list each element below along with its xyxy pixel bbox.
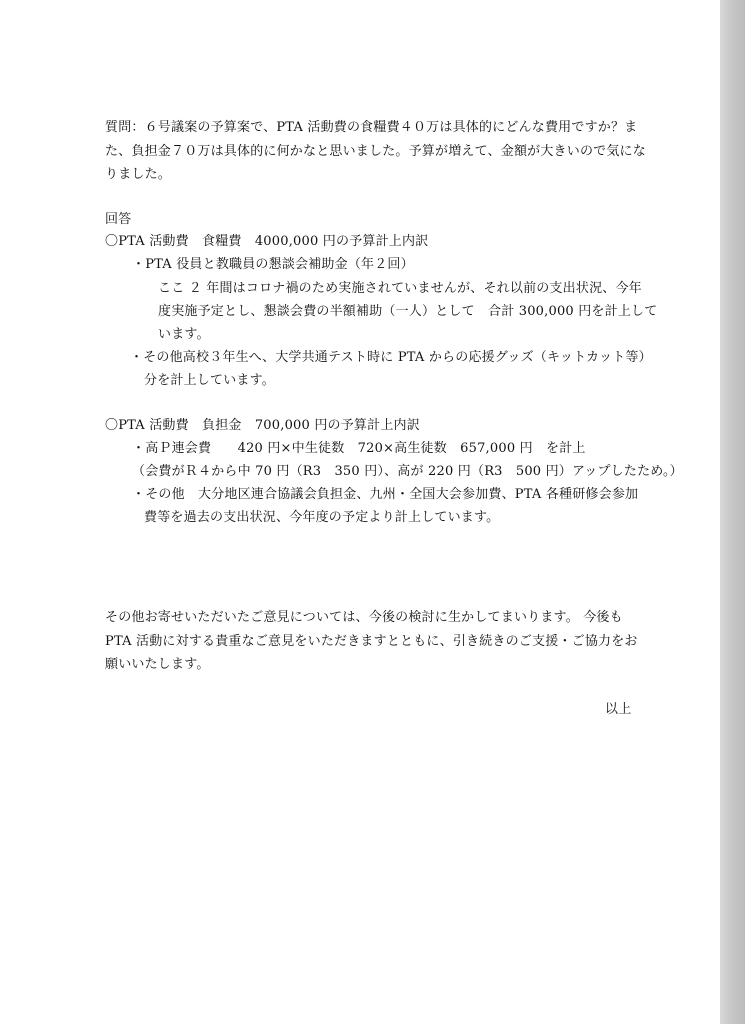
- food-item-2-cont: 分を計上しています。: [144, 373, 275, 388]
- closing-line-2: PTA 活動に対する貴重なご意見をいただきますとともに、引き続きのご支援・ご協力をお: [105, 634, 638, 649]
- answer-heading: 回答: [105, 212, 132, 227]
- burden-heading: 〇PTA 活動費 負担金 700,000 円の予算計上内訳: [105, 418, 420, 433]
- end-mark: 以上: [605, 702, 632, 717]
- food-heading: 〇PTA 活動費 食糧費 4000,000 円の予算計上内訳: [105, 234, 429, 249]
- burden-item-1-note: （会費がＲ４から中 70 円（R3 350 円）、高が 220 円（R3 500 円）アップしたため。）: [132, 464, 683, 479]
- food-item-2: ・その他高校３年生へ、大学共通テスト時に PTA からの応援グッズ（キットカット等）: [130, 350, 652, 365]
- food-detail-1: ここ ２ 年間はコロナ禍のため実施されていませんが、それ以前の支出状況、今年: [158, 281, 642, 296]
- viewer-edge: [720, 0, 745, 1024]
- question-line-3: りました。: [105, 167, 172, 182]
- food-detail-2: 度実施予定とし、懇談会費の半額補助（一人）として 合計 300,000 円を計上して: [158, 304, 658, 319]
- food-item-1: ・PTA 役員と教職員の懇談会補助金（年２回）: [132, 257, 414, 272]
- food-detail-3: います。: [158, 327, 210, 342]
- closing-line-1: その他お寄せいただいたご意見については、今後の検討に生かしてまいります。 今後も: [105, 610, 623, 625]
- closing-line-3: 願いいたします。: [105, 657, 210, 672]
- burden-item-2: ・その他 大分地区連合協議会負担金、九州・全国大会参加費、PTA 各種研修会参加: [132, 487, 639, 502]
- burden-item-1: ・高Ｐ連会費 420 円×中生徒数 720×高生徒数 657,000 円 を計上: [132, 441, 586, 456]
- burden-item-2-cont: 費等を過去の支出状況、今年度の予定より計上しています。: [144, 510, 500, 525]
- question-line-1: 質問：６号議案の予算案で、PTA 活動費の食糧費４０万は具体的にどんな費用ですか？ま: [105, 120, 638, 135]
- question-line-2: た、負担金７０万は具体的に何かなと思いました。予算が増えて、金額が大きいので気にな: [105, 144, 646, 159]
